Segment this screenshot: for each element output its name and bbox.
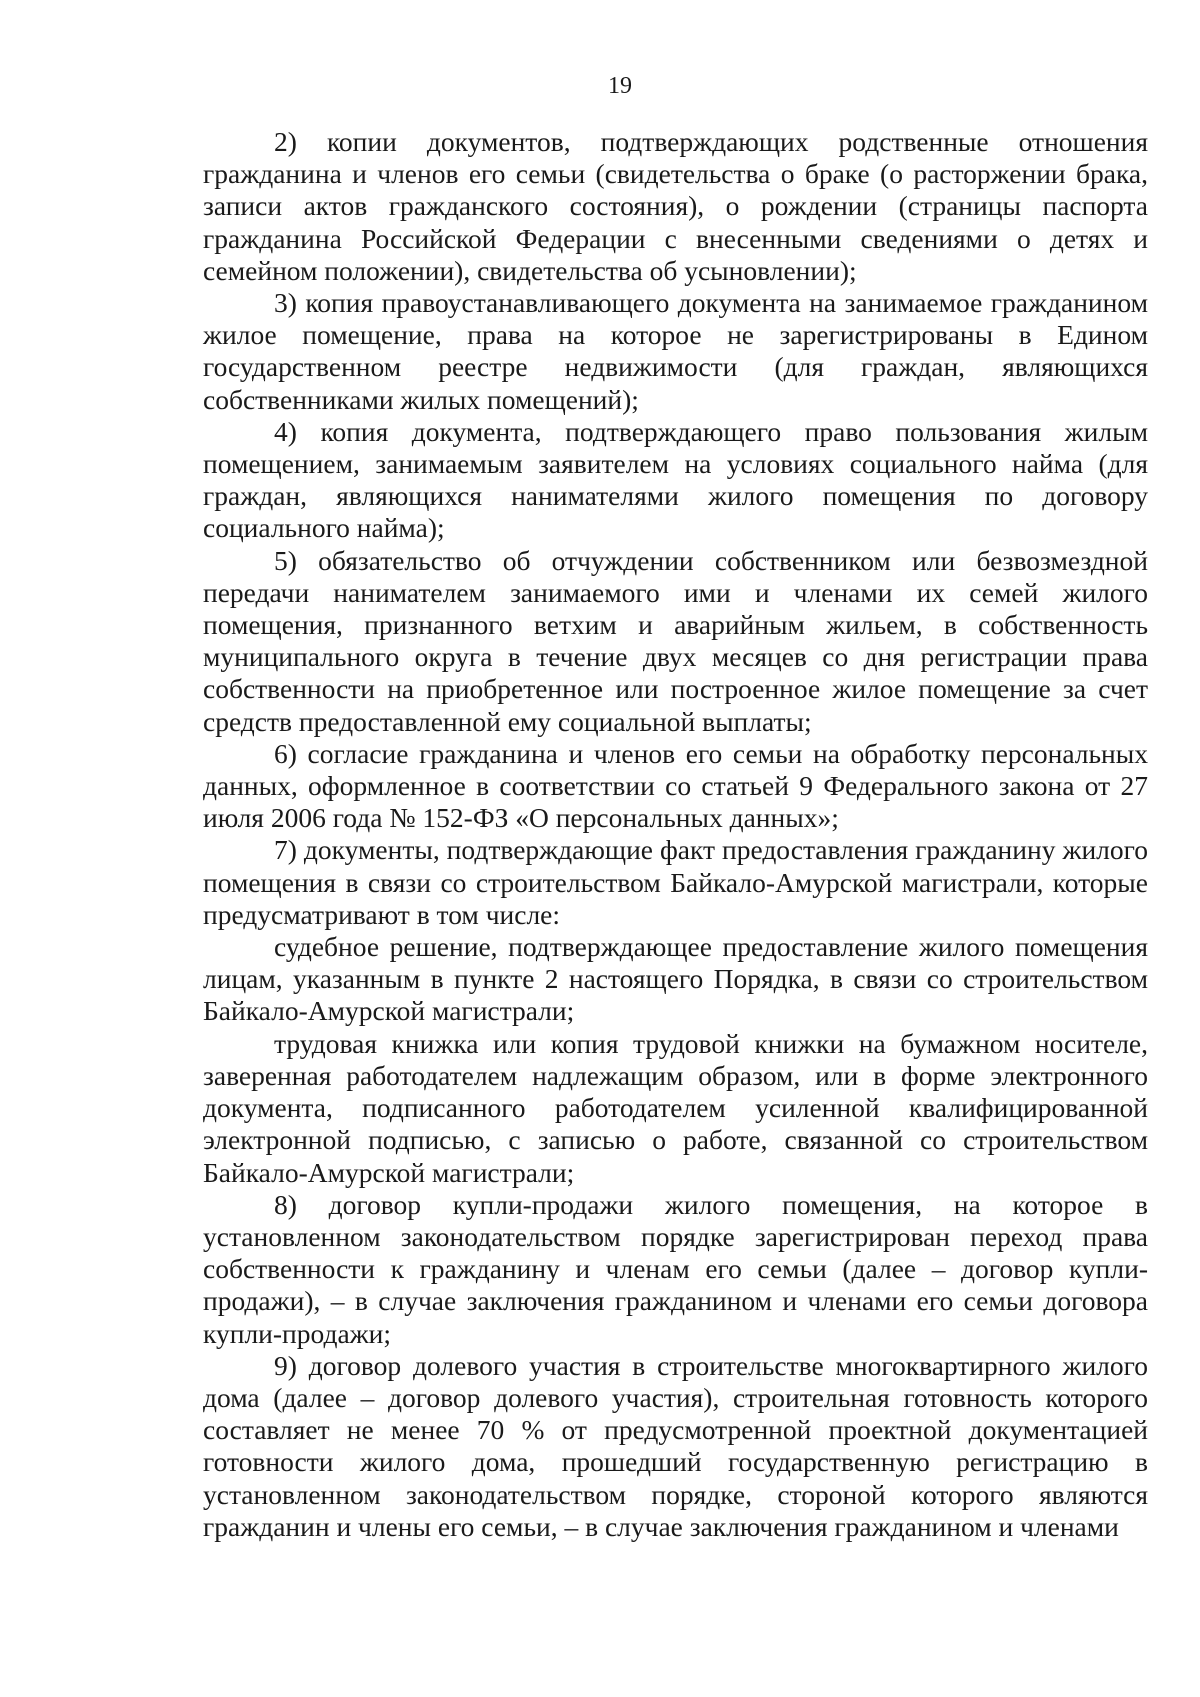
paragraph-item-3: 3) копия правоустанавливающего документа на занимаемое гражданином жилое помещение, права на которое не зарегистрированы в Едином государственном реестре недвижимости (для граждан, являющихся собственниками жилых помещений);	[203, 287, 1148, 415]
paragraph-subitem-work-record: трудовая книжка или копия трудовой книжки на бумажном носителе, заверенная работодателем надлежащим образом, или в форме электронного документа, подписанного работодателем усиленной квалифицированной электронной подписью, с записью о работе, связанной со строительством Байкало-Амурской магистрали;	[203, 1027, 1148, 1188]
paragraph-item-9: 9) договор долевого участия в строительстве многоквартирного жилого дома (далее – договор долевого участия), строительная готовность которого составляет не менее 70 % от предусмотренной проектной документацией готовности жилого дома, прошедший государственную регистрацию в установленном законодательством порядке, стороной которого являются гражданин и члены его семьи, – в случае заключения гражданином и членами	[203, 1349, 1148, 1542]
paragraph-item-4: 4) копия документа, подтверждающего право пользования жилым помещением, занимаемым заявителем на условиях социального найма (для граждан, являющихся нанимателями жилого помещения по договору социального найма);	[203, 415, 1148, 544]
paragraph-item-8: 8) договор купли-продажи жилого помещения, на которое в установленном законодательством порядке зарегистрирован переход права собственности к гражданину и членам его семьи (далее – договор купли-продажи), – в случае заключения гражданином и членами его семьи договора купли-продажи;	[203, 1188, 1148, 1349]
paragraph-item-6: 6) согласие гражданина и членов его семьи на обработку персональных данных, оформленное в соответствии со статьей 9 Федерального закона от 27 июля 2006 года № 152-ФЗ «О персональных данных»;	[203, 737, 1148, 834]
paragraph-item-7: 7) документы, подтверждающие факт предоставления гражданину жилого помещения в связи со строительством Байкало-Амурской магистрали, которые предусматривают в том числе:	[203, 834, 1148, 930]
paragraph-subitem-court-decision: судебное решение, подтверждающее предоставление жилого помещения лицам, указанным в пункте 2 настоящего Порядка, в связи со строительством Байкало-Амурской магистрали;	[203, 931, 1148, 1027]
page-number: 19	[608, 73, 632, 99]
document-body	[203, 126, 1148, 1543]
paragraph-item-2: 2) копии документов, подтверждающих родственные отношения гражданина и членов его семьи (свидетельства о браке (о расторжении брака, записи актов гражданского состояния), о рождении (страницы паспорта гражданина Российской Федерации с внесенными сведениями о детях и семейном положении), свидетельства об усыновлении);	[203, 126, 1148, 286]
paragraph-item-5: 5) обязательство об отчуждении собственником или безвозмездной передачи нанимателем занимаемого ими и членами их семей жилого помещения, признанного ветхим и аварийным жильем, в собственность муниципального округа в течение двух месяцев со дня регистрации права собственности на приобретенное или построенное жилое помещение за счет средств предоставленной ему социальной выплаты;	[203, 544, 1148, 737]
